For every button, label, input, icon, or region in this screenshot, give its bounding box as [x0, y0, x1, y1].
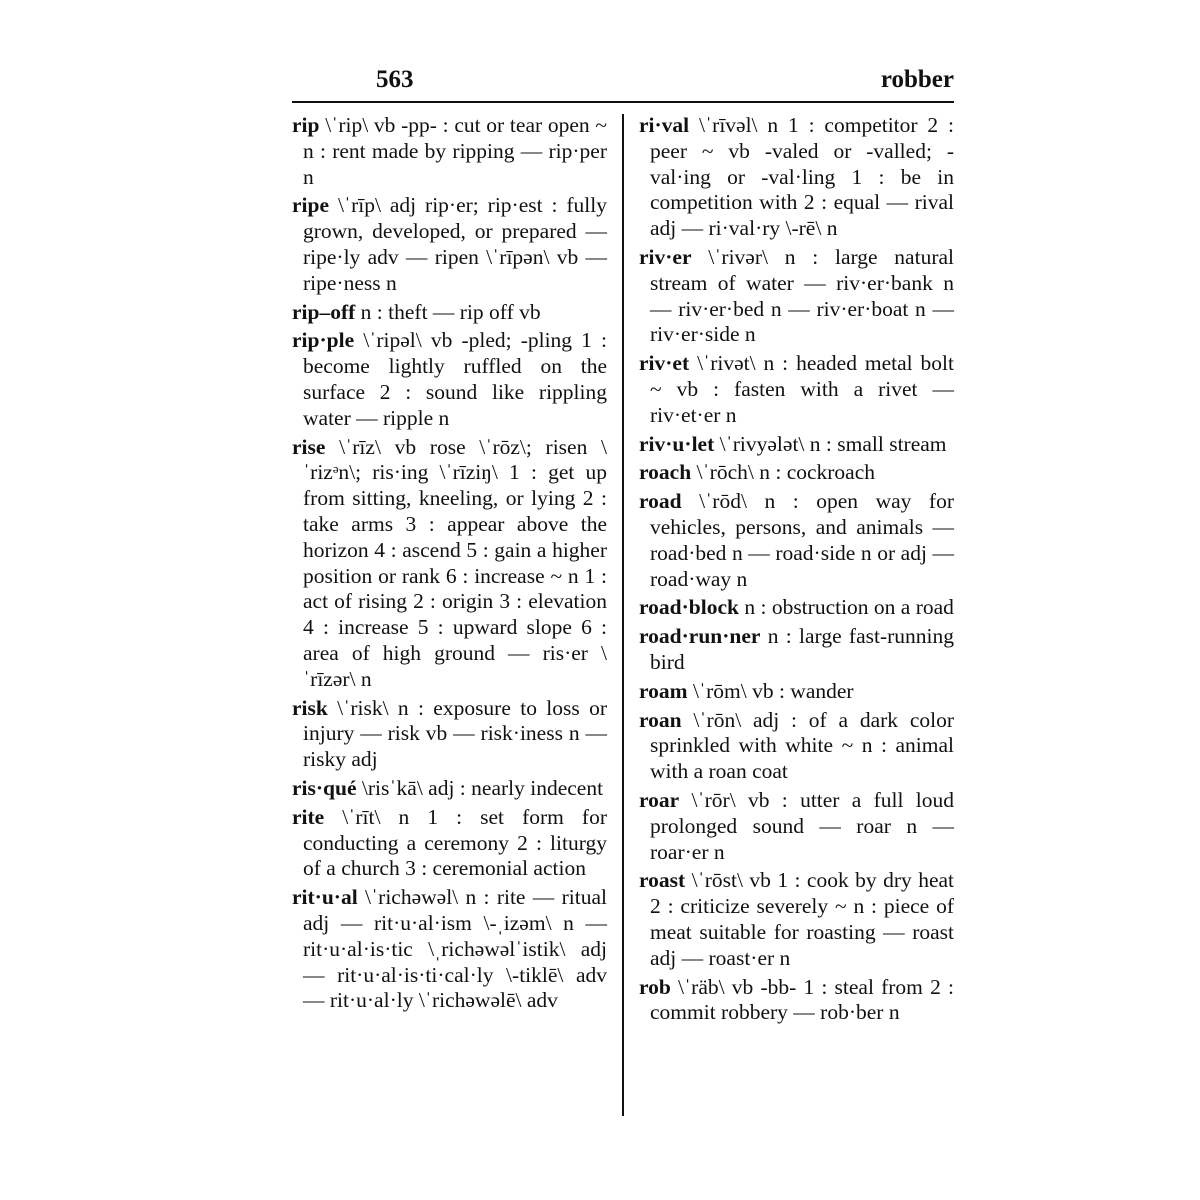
- definition: \ˈrivət\ n : headed metal bolt ~ vb : fasten with a rivet — riv·et·er n: [650, 351, 954, 427]
- definition: \ˈrīvəl\ n 1 : competitor 2 : peer ~ vb -valed or -valled; -val·ing or -val·ling 1 : be in competition with 2 : equal — rival adj — ri·val·ry \-rē\ n: [650, 113, 954, 241]
- definition: \ˈrōch\ n : cockroach: [691, 460, 876, 485]
- headword: roan: [639, 707, 682, 732]
- dictionary-entry: [639, 432, 954, 458]
- dictionary-entry: [639, 460, 954, 486]
- dictionary-entry: [639, 975, 954, 1027]
- headword: ris·qué: [292, 775, 357, 800]
- dictionary-entry: [292, 776, 607, 802]
- definition: n : large fast-running bird: [650, 624, 954, 674]
- headword: roast: [639, 868, 686, 893]
- header-rule: [292, 101, 954, 103]
- headword: rit·u·al: [292, 885, 358, 910]
- headword: road: [639, 489, 682, 514]
- page-header: [292, 66, 954, 102]
- dictionary-entry: [639, 679, 954, 705]
- headword: roar: [639, 787, 680, 812]
- dictionary-entry: [639, 868, 954, 971]
- dictionary-entry: [292, 193, 607, 296]
- definition: \ˈrichəwəl\ n : rite — ritual adj — rit·u·al·ism \-ˌizəm\ n — rit·u·al·is·tic \ˌrichəwəlˈistik\ adj — rit·u·al·is·ti·cal·ly \-tiklē\ adv — rit·u·al·ly \ˈrichəwəlē\ adv: [303, 885, 607, 1013]
- headword: roam: [639, 678, 688, 703]
- definition: \ˈripəl\ vb -pled; -pling 1 : become lightly ruffled on the surface 2 : sound like rippling water — ripple n: [303, 328, 607, 430]
- dictionary-entry: [639, 788, 954, 865]
- definition: \ˈrip\ vb -pp- : cut or tear open ~ n : rent made by ripping — rip·per n: [303, 113, 607, 189]
- headword: riv·et: [639, 351, 690, 376]
- definition: \ˈrīt\ n 1 : set form for conducting a ceremony 2 : liturgy of a church 3 : ceremonial action: [303, 804, 607, 881]
- headword: rob: [639, 974, 671, 999]
- left-column: [292, 113, 607, 1017]
- dictionary-entry: [292, 300, 607, 326]
- right-column: [639, 113, 954, 1029]
- definition: \ˈrivyələt\ n : small stream: [714, 431, 947, 456]
- dictionary-entry: [639, 245, 954, 348]
- definition: n : obstruction on a road: [738, 595, 954, 620]
- headword: road·block: [639, 595, 739, 620]
- definition: \ˈrōd\ n : open way for vehicles, persons, and animals — road·bed n — road·side n or adj — road·way n: [650, 489, 954, 591]
- dictionary-entry: [292, 805, 607, 882]
- dictionary-entry: [292, 113, 607, 190]
- dictionary-entry: [639, 708, 954, 785]
- headword: rip: [292, 113, 320, 137]
- definition: \ˈrōst\ vb 1 : cook by dry heat 2 : criticize severely ~ n : piece of meat suitable for roasting — roast adj — roast·er n: [650, 868, 954, 970]
- dictionary-entry: [292, 435, 607, 693]
- definition: \risˈkā\ adj : nearly indecent: [356, 775, 604, 800]
- definition: \ˈrōr\ vb : utter a full loud prolonged sound — roar n — roar·er n: [650, 787, 954, 864]
- definition: \ˈräb\ vb -bb- 1 : steal from 2 : commit robbery — rob·ber n: [650, 974, 954, 1025]
- column-divider: [622, 114, 624, 1116]
- definition: \ˈrisk\ n : exposure to loss or injury — risk vb — risk·iness n — risky adj: [303, 695, 607, 772]
- dictionary-entry: [292, 328, 607, 431]
- definition: \ˈrōm\ vb : wander: [687, 678, 854, 703]
- dictionary-entry: [639, 351, 954, 428]
- definition: \ˈrīp\ adj rip·er; rip·est : fully grown, developed, or prepared — ripe·ly adv — ripen \ˈrīpən\ vb — ripe·ness n: [303, 193, 607, 295]
- page-number: 563: [376, 66, 414, 93]
- headword: road·run·ner: [639, 624, 761, 649]
- headword: riv·er: [639, 244, 692, 269]
- headword: rise: [292, 434, 326, 459]
- headword: rip–off: [292, 299, 356, 324]
- headword: ripe: [292, 193, 330, 218]
- dictionary-entry: [639, 595, 954, 621]
- definition: \ˈrivər\ n : large natural stream of water — riv·er·bank n — riv·er·bed n — riv·er·boat n — riv·er·side n: [650, 244, 954, 347]
- guide-word: robber: [880, 66, 954, 93]
- headword: riv·u·let: [639, 431, 715, 456]
- definition: \ˈrōn\ adj : of a dark color sprinkled with white ~ n : animal with a roan coat: [650, 707, 954, 784]
- definition: n : theft — rip off vb: [355, 299, 541, 324]
- headword: risk: [292, 695, 328, 720]
- dictionary-entry: [639, 489, 954, 592]
- dictionary-entry: [292, 696, 607, 773]
- dictionary-entry: [639, 113, 954, 242]
- dictionary-entry: [639, 624, 954, 676]
- headword: rite: [292, 804, 325, 829]
- headword: rip·ple: [292, 328, 355, 353]
- definition: \ˈrīz\ vb rose \ˈrōz\; risen \ˈrizᵊn\; ris·ing \ˈrīziŋ\ 1 : get up from sitting, kneeling, or lying 2 : take arms 3 : appear above the horizon 4 : ascend 5 : gain a higher position or rank 6 : increase ~ n 1 : act of rising 2 : origin 3 : elevation 4 : increase 5 : upward slope 6 : area of high ground — ris·er \ˈrīzər\ n: [303, 434, 607, 691]
- headword: ri·val: [639, 113, 690, 137]
- dictionary-entry: [292, 885, 607, 1014]
- headword: roach: [639, 460, 692, 485]
